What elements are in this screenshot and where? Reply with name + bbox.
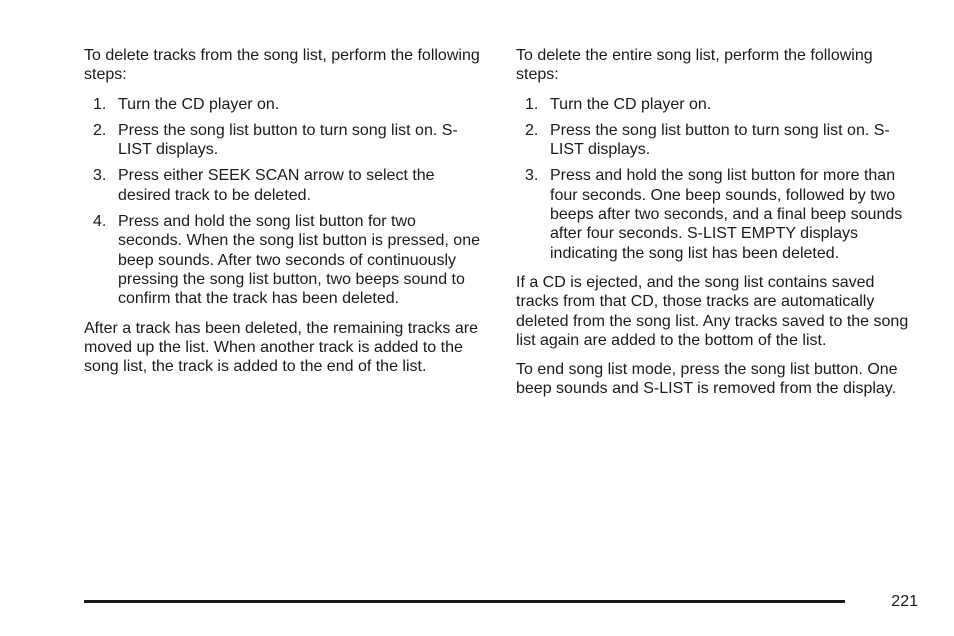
step-text: Press and hold the song list button for more than four seconds. One beep sounds, followed by two beeps after two seconds, and a final beep sounds after four seconds. S-LIST EMPTY displays indicating the song list has been deleted.: [550, 167, 903, 262]
step-number: 1.: [525, 95, 539, 113]
step-number: 3.: [525, 167, 539, 185]
right-step-3: [516, 166, 916, 262]
step-text: Press the song list button to turn song list on. S-LIST displays.: [118, 121, 458, 159]
left-after-paragraph: After a track has been deleted, the remaining tracks are moved up the list. When another track is added to the song list, the track is added to the end of the list.: [84, 319, 478, 376]
right-intro: To delete the entire song list, perform the following steps:: [516, 47, 873, 84]
step-text: Turn the CD player on.: [550, 95, 712, 113]
step-number: 2.: [525, 121, 539, 139]
end-mode-paragraph: To end song list mode, press the song list button. One beep sounds and S-LIST is removed from the display.: [516, 361, 898, 398]
right-column: [516, 46, 916, 409]
right-steps-list: [516, 95, 916, 263]
step-number: 4.: [93, 213, 107, 231]
left-step-2: [84, 121, 484, 160]
step-text: Press either SEEK SCAN arrow to select the desired track to be deleted.: [118, 167, 435, 204]
left-column: [84, 46, 484, 386]
step-text: Press the song list button to turn song list on. S-LIST displays.: [550, 121, 890, 159]
left-step-4: [84, 212, 484, 308]
step-text: Press and hold the song list button for two seconds. When the song list button is pressed, one beep sounds. After two seconds of continuously pressing the song list button, two beeps sound to confirm that the track has been deleted.: [118, 213, 480, 308]
left-steps-list: [84, 95, 484, 309]
left-step-3: [84, 166, 484, 205]
left-step-1: [84, 95, 484, 114]
right-step-2: [516, 121, 916, 160]
left-intro: To delete tracks from the song list, perform the following steps:: [84, 47, 480, 84]
right-step-1: [516, 95, 916, 114]
footer-rule: [84, 600, 845, 603]
page-number: 221: [891, 593, 918, 610]
step-number: 2.: [93, 121, 107, 139]
step-number: 1.: [93, 95, 107, 113]
eject-note-paragraph: If a CD is ejected, and the song list contains saved tracks from that CD, those tracks are automatically deleted from the song list. Any tracks saved to the song list again are added to the bottom of the list.: [516, 273, 909, 349]
step-number: 3.: [93, 167, 107, 185]
step-text: Turn the CD player on.: [118, 95, 280, 113]
